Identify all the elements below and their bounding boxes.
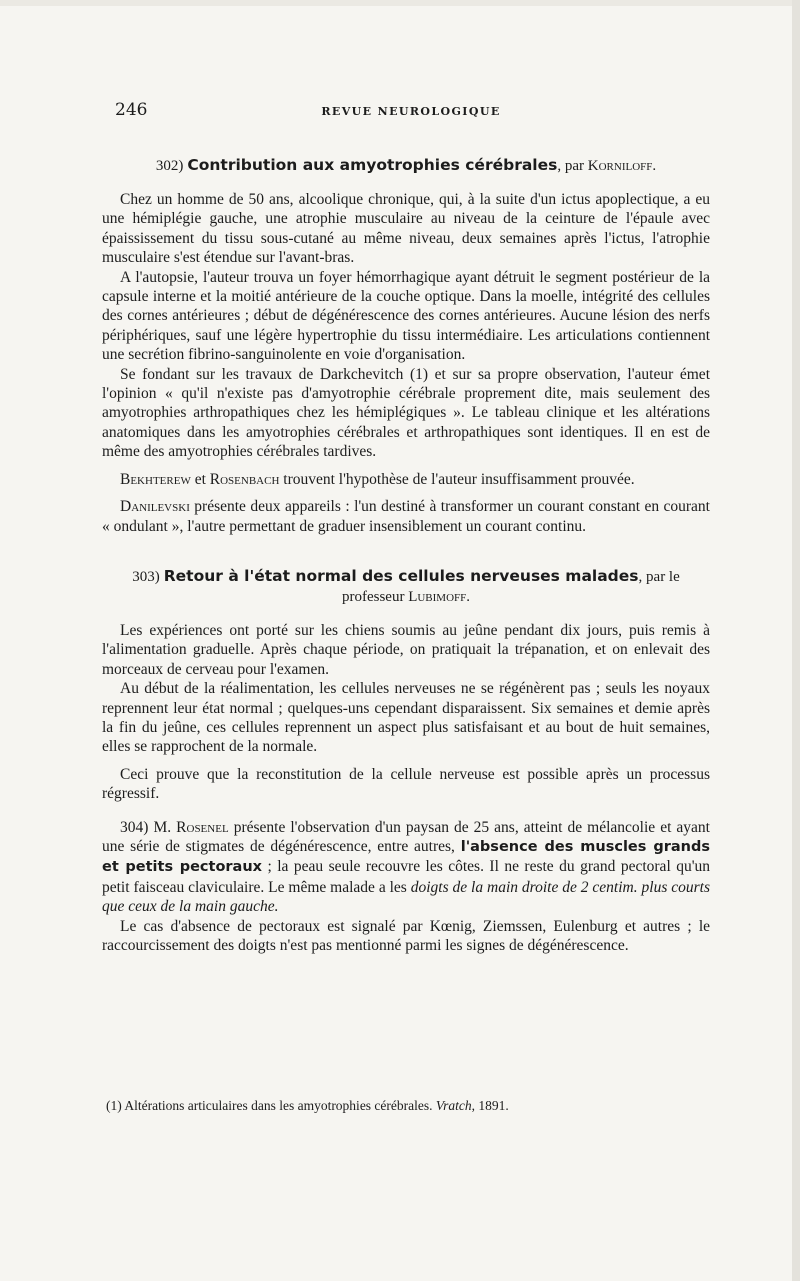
article-303-title: Retour à l'état normal des cellules nerveuses malades — [163, 566, 639, 585]
article-304-emphasis: l'absence des muscles grands et petits pectoraux — [102, 838, 710, 876]
article-304-italic: doigts de la main droite de 2 centim. plus courts que ceux de la main gauche. — [102, 878, 710, 916]
article-302-paragraph: A l'autopsie, l'auteur trouva un foyer hémorrhagique ayant détruit le segment postérieur de la capsule interne et la moitié antérieure de la couche optique. Dans la moelle, intégrité des cellules des cornes antérieures ; début de dégénérescence des cornes antérieures. Aucune lésion des nerfs périphériques, sauf une légère hypertrophie du tissu intermédiaire. Les articulations contiennent une secrétion fibrino-sanguinolente en voie d'organisation. — [102, 268, 710, 364]
page-header — [115, 100, 707, 122]
conjunction: et — [190, 470, 210, 488]
footnote-journal: Vratch — [435, 1098, 472, 1113]
footnote-marker: (1) — [106, 1098, 122, 1113]
article-303-paragraph: Ceci prouve que la reconstitution de la cellule nerveuse est possible après un processus régressif. — [102, 765, 710, 803]
running-title: REVUE NEUROLOGIQUE — [321, 105, 501, 118]
name-danilevski: Danilevski — [120, 498, 190, 516]
article-302-author: Korniloff. — [587, 158, 657, 174]
article-304-number: 304) — [120, 818, 149, 836]
article-304-paragraph: Le cas d'absence de pectoraux est signalé par Kœnig, Ziemssen, Eulenburg et autres ; le raccourcissement des doigts n'est pas mentionné parmi les signes de dégénérescence. — [102, 917, 710, 954]
article-304-paragraph — [102, 818, 710, 917]
article-304-author: Rosenel — [176, 818, 229, 836]
page-content — [102, 155, 710, 955]
article-304-text-continued: ; la peau seule recouvre les côtes. Il ne reste du grand pectoral qu'un petit faisceau claviculaire. Le même malade a les — [102, 858, 710, 896]
article-302-heading — [102, 155, 710, 176]
footnote-year: , 1891. — [471, 1098, 509, 1113]
article-303-paragraph: Au début de la réalimentation, les cellules nerveuses ne se régénèrent pas ; seuls les noyaux reprennent leur état normal ; quelques-uns cependant disparaissent. Six semaines et demie après la fin du jeûne, ces cellules reprennent un aspect plus satisfaisant et au bout de huit semaines, elles se rapprochent de la normale. — [102, 680, 710, 756]
spacer — [102, 757, 710, 765]
article-304-prefix: M. — [148, 818, 177, 836]
spacer — [102, 489, 710, 497]
article-303-heading — [102, 566, 710, 607]
article-302-by: , par — [557, 158, 588, 174]
page-top-edge — [0, 0, 800, 6]
footnote-text: Altérations articulaires dans les amyotrophies cérébrales. — [121, 1098, 436, 1113]
article-302-paragraph-bekhterew — [102, 470, 710, 489]
article-302-p5-text: présente deux appareils : l'un destiné à transformer un courant constant en courant « ondulant », l'autre permettant de graduer insensiblement un courant continu. — [102, 498, 710, 535]
footnote — [106, 1098, 706, 1114]
name-bekhterew: Bekhterew — [120, 470, 191, 488]
article-303-author-prefix: professeur — [341, 588, 409, 605]
article-303-by: , par le — [638, 568, 680, 585]
article-303-number: 303) — [132, 568, 160, 585]
spacer — [102, 536, 710, 566]
article-302-paragraph: Se fondant sur les travaux de Darkchevitch (1) et sur sa propre observation, l'auteur émet l'opinion « qu'il n'existe pas d'amyotrophie cérébrale proprement dite, mais seulement des amyotrophies arthropathiques chez les hémiplégiques ». Le tableau clinique et les altérations anatomiques dans les amyotrophies cérébrales et arthropathiques sont identiques. Il en est de même des amyotrophies cérébrales tardives. — [102, 365, 710, 461]
spacer — [102, 804, 710, 818]
article-302-number: 302) — [155, 158, 184, 174]
page-right-edge — [792, 0, 800, 1281]
article-302-paragraph: Chez un homme de 50 ans, alcoolique chronique, qui, à la suite d'un ictus apoplectique, a eu une hémiplégie gauche, une atrophie musculaire au niveau de la ceinture de l'épaule avec épaississement du tissu sous-cutané au même niveau, deux semaines après l'ictus, l'atrophie musculaire s'est étendue sur l'avant-bras. — [102, 191, 710, 267]
article-303-author: Lubimoff. — [408, 588, 471, 605]
page-number: 246 — [115, 100, 148, 120]
name-rosenbach: Rosenbach — [209, 470, 280, 488]
article-303-paragraph: Les expériences ont porté sur les chiens soumis au jeûne pendant dix jours, puis remis à l'alimentation graduelle. Après chaque période, on pratiquait la trépanation, et on enlevait des morceaux de cerveau pour l'examen. — [102, 621, 710, 678]
article-304-text: présente l'observation d'un paysan de 25 ans, atteint de mélancolie et ayant une série de stigmates de dégénérescence, entre autres, — [102, 818, 710, 855]
article-302-paragraph-danilevski — [102, 497, 710, 536]
article-302-title: Contribution aux amyotrophies cérébrales — [187, 156, 558, 174]
spacer — [102, 462, 710, 470]
article-302-p4-text: trouvent l'hypothèse de l'auteur insuffisamment prouvée. — [279, 470, 635, 488]
